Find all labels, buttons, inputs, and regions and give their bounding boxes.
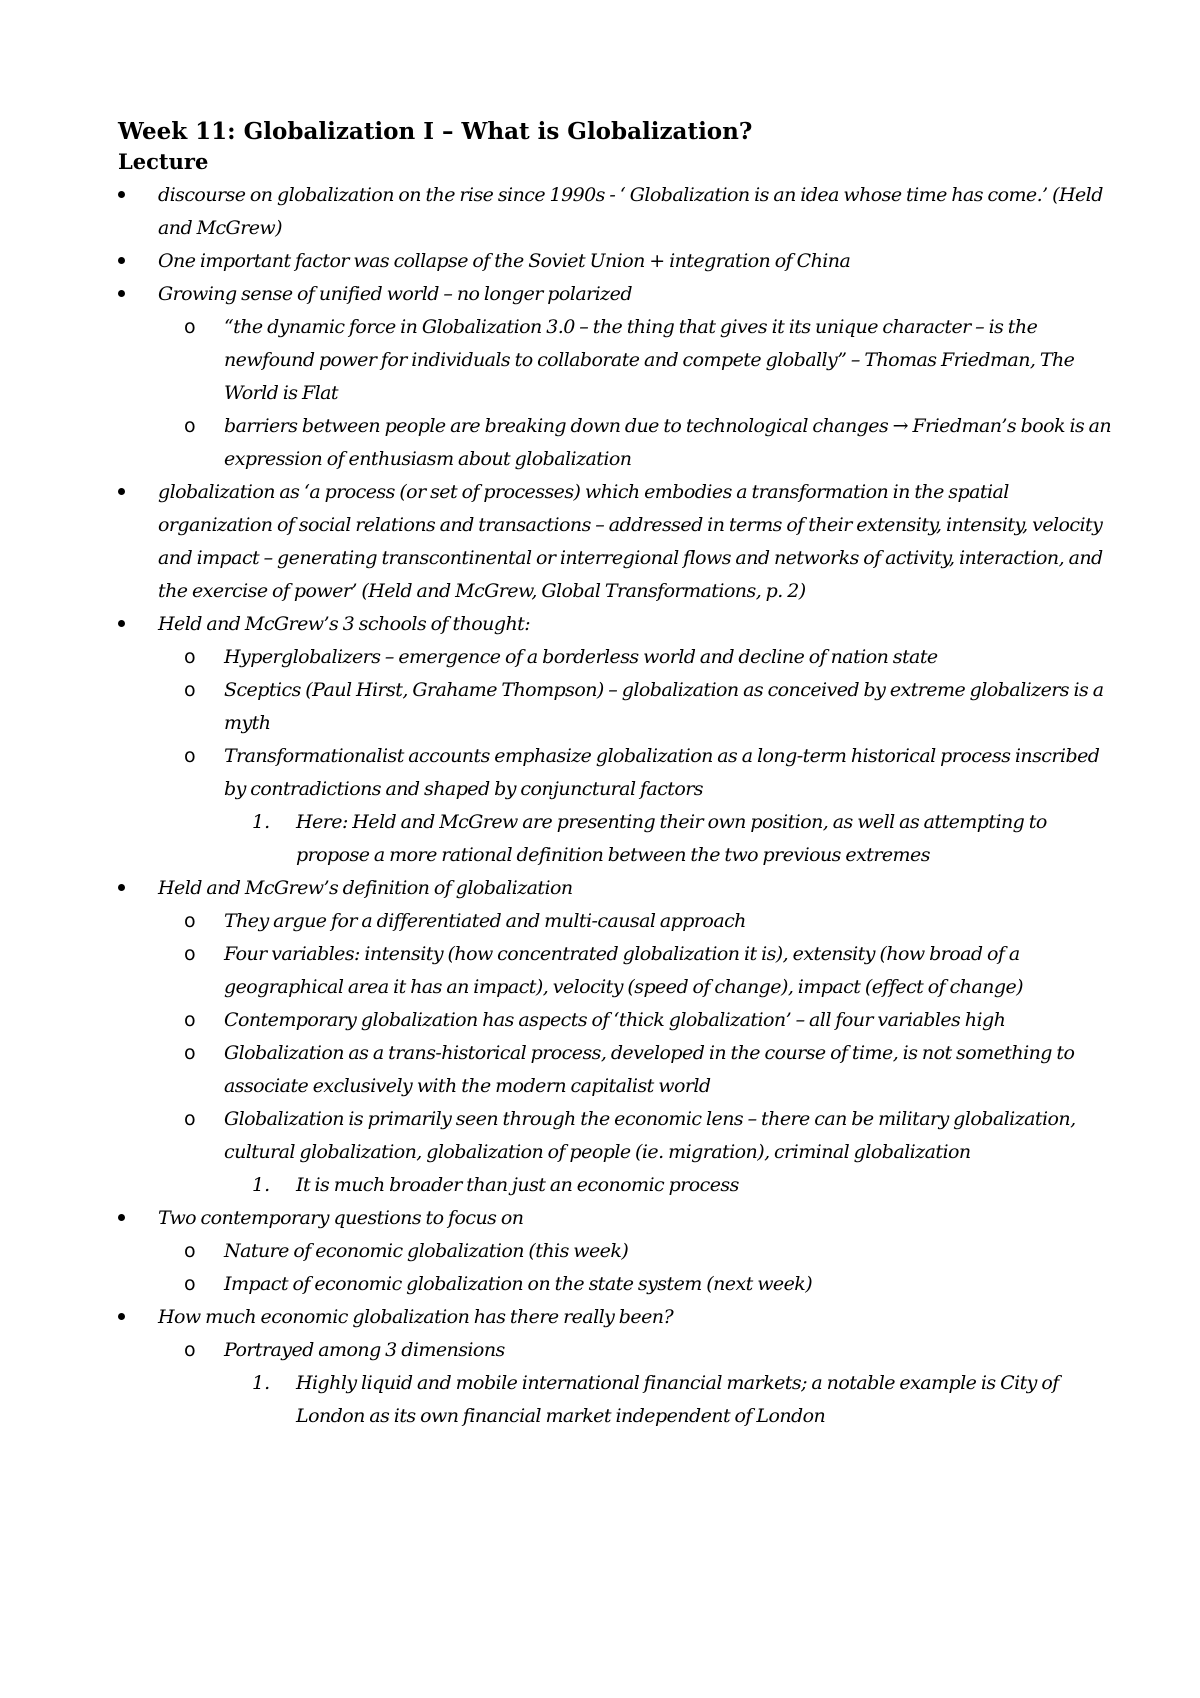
circle-bullet-icon: o <box>184 415 196 437</box>
sub-list-item <box>118 905 1123 938</box>
sub-list-item-text: Globalization as a trans-historical process, developed in the course of time, is not something to associate exclusively with the modern capitalist world <box>224 1042 1075 1097</box>
sub-list-item-text: Sceptics (Paul Hirst, Grahame Thompson) – globalization as conceived by extreme globalizers is a myth <box>224 679 1104 734</box>
circle-bullet-icon: o <box>184 646 196 668</box>
list-item-text: Held and McGrew’s definition of globalization <box>158 877 573 899</box>
sub-list-item <box>118 740 1123 872</box>
sub-list <box>158 641 1123 872</box>
sub-list <box>158 1235 1123 1301</box>
list-item <box>118 476 1123 608</box>
list-number: 1. <box>252 1372 271 1394</box>
circle-bullet-icon: o <box>184 943 196 965</box>
sub-list-item <box>118 1235 1123 1268</box>
sub-list-item-text: Contemporary globalization has aspects of ‘thick globalization’ – all four variables high <box>224 1009 1006 1031</box>
numbered-list-item-text: It is much broader than just an economic process <box>296 1174 739 1196</box>
sub-list-item <box>118 674 1123 740</box>
list-item-text: Held and McGrew’s 3 schools of thought: <box>158 613 531 635</box>
bullet-icon <box>118 488 125 495</box>
sub-list-item-text: They argue for a differentiated and multi-causal approach <box>224 910 746 932</box>
numbered-list <box>224 806 1123 872</box>
sub-list-item-text: Transformationalist accounts emphasize globalization as a long-term historical process inscribed by contradictions and shaped by conjunctural factors <box>224 745 1100 800</box>
sub-list-item <box>118 938 1123 1004</box>
list-item-text: Growing sense of unified world – no longer polarized <box>158 283 632 305</box>
sub-list-item-text: Hyperglobalizers – emergence of a borderless world and decline of nation state <box>224 646 938 668</box>
list-number: 1. <box>252 1174 271 1196</box>
sub-list-item <box>118 311 1123 410</box>
numbered-list-item <box>118 1169 1123 1202</box>
sub-list-item <box>118 1334 1123 1433</box>
list-item <box>118 872 1123 1202</box>
bullet-icon <box>118 257 125 264</box>
list-item-text: One important factor was collapse of the Soviet Union + integration of China <box>158 250 851 272</box>
circle-bullet-icon: o <box>184 745 196 767</box>
sub-list <box>158 311 1123 476</box>
bullet-icon <box>118 1214 125 1221</box>
sub-list-item <box>118 1037 1123 1103</box>
circle-bullet-icon: o <box>184 1273 196 1295</box>
list-item <box>118 1202 1123 1301</box>
circle-bullet-icon: o <box>184 1108 196 1130</box>
list-number: 1. <box>252 811 271 833</box>
sub-list-item-text: Four variables: intensity (how concentrated globalization it is), extensity (how broad of a geographical area it has an impact), velocity (speed of change), impact (effect of change) <box>224 943 1024 998</box>
circle-bullet-icon: o <box>184 316 196 338</box>
sub-list-item <box>118 1268 1123 1301</box>
sub-list-item <box>118 641 1123 674</box>
numbered-list-item <box>118 806 1123 872</box>
sub-list-item-text: “the dynamic force in Globalization 3.0 – the thing that gives it its unique character – is the newfound power for individuals to collaborate and compete globally” – Thomas Friedman, The World is Flat <box>224 316 1075 404</box>
circle-bullet-icon: o <box>184 1240 196 1262</box>
list-item-text: discourse on globalization on the rise since 1990s - ‘ Globalization is an idea whose time has come.’ (Held and McGrew) <box>158 184 1103 239</box>
circle-bullet-icon: o <box>184 1009 196 1031</box>
section-heading: Lecture <box>118 149 209 174</box>
document-body <box>118 117 1123 1433</box>
circle-bullet-icon: o <box>184 910 196 932</box>
sub-list-item-text: Globalization is primarily seen through the economic lens – there can be military globalization, cultural globalization, globalization of people (ie. migration), criminal globalization <box>224 1108 1076 1163</box>
sub-list-item <box>118 1004 1123 1037</box>
numbered-list-item-text: Here: Held and McGrew are presenting their own position, as well as attempting to propose a more rational definition between the two previous extremes <box>296 811 1047 866</box>
sub-list <box>158 1334 1123 1433</box>
circle-bullet-icon: o <box>184 1339 196 1361</box>
sub-list-item-text: barriers between people are breaking down due to technological changes → Friedman’s book is an expression of enthusiasm about globalization <box>224 415 1112 470</box>
bullet-icon <box>118 290 125 297</box>
sub-list-item <box>118 1103 1123 1202</box>
sub-list-item-text: Portrayed among 3 dimensions <box>224 1339 505 1361</box>
circle-bullet-icon: o <box>184 679 196 701</box>
sub-list-item-text: Nature of economic globalization (this week) <box>224 1240 629 1262</box>
list-item-text: globalization as ‘a process (or set of processes) which embodies a transformation in the spatial organization of social relations and transactions – addressed in terms of their extensity, intensity, velocity and impact – generating transcontinental or interregional flows and networks of activity, interaction, and the exercise of power’ (Held and McGrew, Global Transformations, p. 2) <box>158 481 1103 602</box>
list-item <box>118 608 1123 872</box>
list-item <box>118 1301 1123 1433</box>
bullet-icon <box>118 1313 125 1320</box>
list-item <box>118 179 1123 245</box>
sub-list <box>158 905 1123 1202</box>
numbered-list-item-text: Highly liquid and mobile international financial markets; a notable example is City of London as its own financial market independent of London <box>296 1372 1059 1427</box>
sub-list-item-text: Impact of economic globalization on the state system (next week) <box>224 1273 813 1295</box>
numbered-list-item <box>118 1367 1123 1433</box>
list-item <box>118 245 1123 278</box>
page-title: Week 11: Globalization I – What is Globalization? <box>118 118 753 145</box>
circle-bullet-icon: o <box>184 1042 196 1064</box>
list-item-text: How much economic globalization has there really been? <box>158 1306 674 1328</box>
bullet-list <box>118 179 1123 1433</box>
sub-list-item <box>118 410 1123 476</box>
bullet-icon <box>118 191 125 198</box>
bullet-icon <box>118 620 125 627</box>
list-item <box>118 278 1123 476</box>
list-item-text: Two contemporary questions to focus on <box>158 1207 524 1229</box>
numbered-list <box>224 1169 1123 1202</box>
numbered-list <box>224 1367 1123 1433</box>
bullet-icon <box>118 884 125 891</box>
